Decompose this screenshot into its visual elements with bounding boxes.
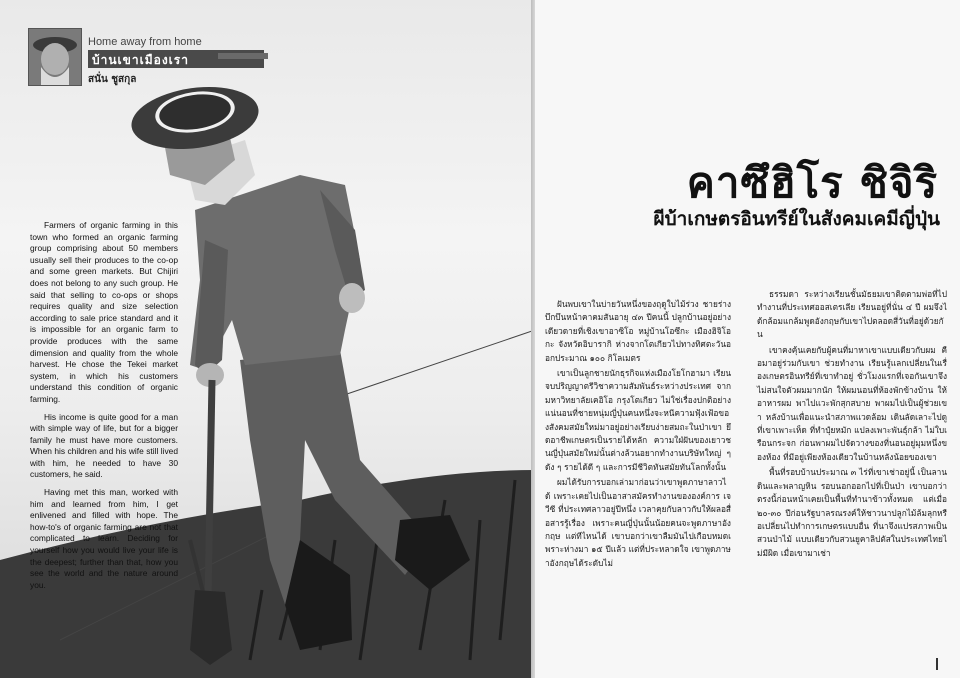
headline-title: คาซึฮิโร ชิจิริ: [686, 158, 938, 207]
column-header: [28, 28, 288, 92]
thai-text-column-2: [757, 288, 947, 562]
thai-paragraph: ธรรมดา ระหว่างเรียนชั้นมัธยมเขาติดตามพ่อที่ไปทำงานที่ประเทศออสเตรเลีย เรียนอยู่ที่นั่น ๔ ปี ผมจึงได้กล้อมแกล้มพูดอังกฤษกับเขาไปตลอดสี่วันที่อยู่ด้วยกัน: [757, 289, 947, 340]
english-paragraph: Farmers of organic farming in this town who formed an organic farming group comprising about 50 members usually sell their produces to the co-op and some green markets. But Chijiri does not belong to any such group. He said that selling to co-ops or shops requires quality and size selection according to sale price standard and it is impossible for an organic farm to provide produces with the same dimension and quality from the whole harvest. He chose the Tekei market system, in which his customers understand this condition of organic farming.: [30, 220, 178, 404]
thai-paragraph: เขาเป็นลูกชายนักธุรกิจแห่งเมืองโยโกฮามา เรียนจบปริญญาตรีวิชาความสัมพันธ์ระหว่างประเทศ จากมหาวิทยาลัยเคอิโอ กรุงโตเกียว ไม่ใช่เรื่องปกติอย่างแน่นอนที่ชายหนุ่มญี่ปุ่นคนหนึ่งจะหนีความฟุ้งเฟ้อของสังคมสมัยใหม่มาอยู่อย่างเรียบง่ายสมถะในป่าเขา ยึดอาชีพเกษตรเป็นรายได้หลัก ความใฝ่ฝันของเยาวชนญี่ปุ่นสมัยใหม่นั้นต่างล้วนอยากทำงานบริษัทใหญ่ ๆ ดัง ๆ รายได้ดี ๆ และการมีชีวิตทันสมัยทันโลกทั้งนั้น: [545, 368, 731, 472]
english-article-text: [30, 220, 178, 597]
headline-subtitle: ผีบ้าเกษตรอินทรีย์ในสังคมเคมีญี่ปุ่น: [653, 208, 940, 230]
thai-paragraph: พื้นที่รอบบ้านประมาณ ๓ ไร่ที่เขาเช่าอยู่นี้ เป็นลานดินและพลาญหิน รอบนอกออกไปที่เป็นป่า เขาบอกว่าตรงนี้ก่อนหน้าเคยเป็นพื้นที่ทำนาข้าวทั้งหมด แต่เมื่อ ๒๐-๓๐ ปีก่อนรัฐบาลรณรงค์ให้ชาวนาปลูกไม้ล้มลุกหรือเปลี่ยนไปทำการเกษตรแบบอื่น ที่นาจึงแปรสภาพเป็นสวนป่าไม้ แบบเดียวกับสวนยูคาลิปตัสในประเทศไทยไม่มีผิด เมื่อเขามาเช่า: [757, 467, 947, 558]
column-title-bar-tail: [218, 53, 268, 59]
shovel-handle: [208, 380, 212, 600]
page-marker: [936, 658, 938, 670]
english-paragraph: His income is quite good for a man with simple way of life, but for a bigger family he must have more customers. When his children and his wife still lived with him, he needed to have 30 customers, he said.: [30, 411, 178, 480]
thai-paragraph: ฝันพบเขาในบ่ายวันหนึ่งของฤดูใบไม้ร่วง ชายร่างบึกบึนหน้าคาคมสันอายุ ๔๓ ปีคนนี้ ปลูกบ้านอยู่อย่างเดียวดายที่เชิงเขาอาซิโอ หมู่บ้านโอซึกะ เมืองฮิจิโอกะ จังหวัดอิบารากิ ห่างจากโตเกียวไปทางทิศตะวันออกประมาณ ๑๐๐ กิโลเมตร: [545, 299, 731, 363]
shovel-blade: [190, 590, 232, 665]
thai-text-column-1: [545, 298, 731, 572]
author-name: สนั่น ชูสกุล: [88, 74, 137, 85]
column-title-english: Home away from home: [88, 36, 202, 48]
english-paragraph: Having met this man, worked with him and learned from him, I get enlivened and filled with hope. The how-to's of organic farming are not that complicated to learn. Deciding for yourself how you would live your life is the deepest; further than that, how you see the world and the nature around you.: [30, 487, 178, 590]
author-portrait: [28, 28, 82, 86]
thai-paragraph: เขาคงคุ้นเคยกับผู้คนที่มาหาเขาแบบเดียวกับผม คือมาอยู่ร่วมกับเขา ช่วยทำงาน เรียนรู้แลกเปลี่ยนในเรื่องเกษตรอินทรีย์ที่เขาทำอยู่ ชั่วโมงแรกที่เจอกันเขาจึงไม่สนใจตัวผมมากนัก ให้ผมนอนที่ห้องพักข้างบ้าน ให้อาหารผม พาไปแวะพักสุกสบาย พาผมไปเป็นผู้ช่วยเขา หลังบ้านเพื่อแนะนำสภาพแวดล้อม เดินลัดเลาะไปดูที่เขาเพาะเห็ด ที่ทำปุ๋ยหมัก แปลงเพาะพันธุ์กล้า ไม่ใบเรือนกระจก ก่อนพาผมไปจัดวางของที่นอนอยู่มุมหนึ่งของห้อง ที่มีอยู่เพียงห้องเดียวในบ้านหลังน้อยของเขา: [757, 344, 947, 462]
right-page: [535, 0, 960, 678]
thai-paragraph: ผมได้รับการบอกเล่ามาก่อนว่าเขาพูดภาษาลาวได้ เพราะเคยไปเป็นอาสาสมัครทำงานขององค์การ เจวีซี ที่ประเทศลาวอยู่ปีหนึ่ง เวลาคุยกับลาวกับให้ผลอสื่อสารรู้เรื่อง เพราะคนญี่ปุ่นนั้นน้อยคนจะพูดภาษาอังกฤษ แต่ทีไหนได้ เขาบอกว่าเขาลืมมันไปเกือบหมดเพราะห่างมา ๑๕ ปีแล้ว แต่ที่ประหลาดใจ เขาพูดภาษาอังกฤษได้ระดับไม่: [545, 477, 731, 568]
column-title-thai: บ้านเขาเมืองเรา: [92, 53, 189, 67]
